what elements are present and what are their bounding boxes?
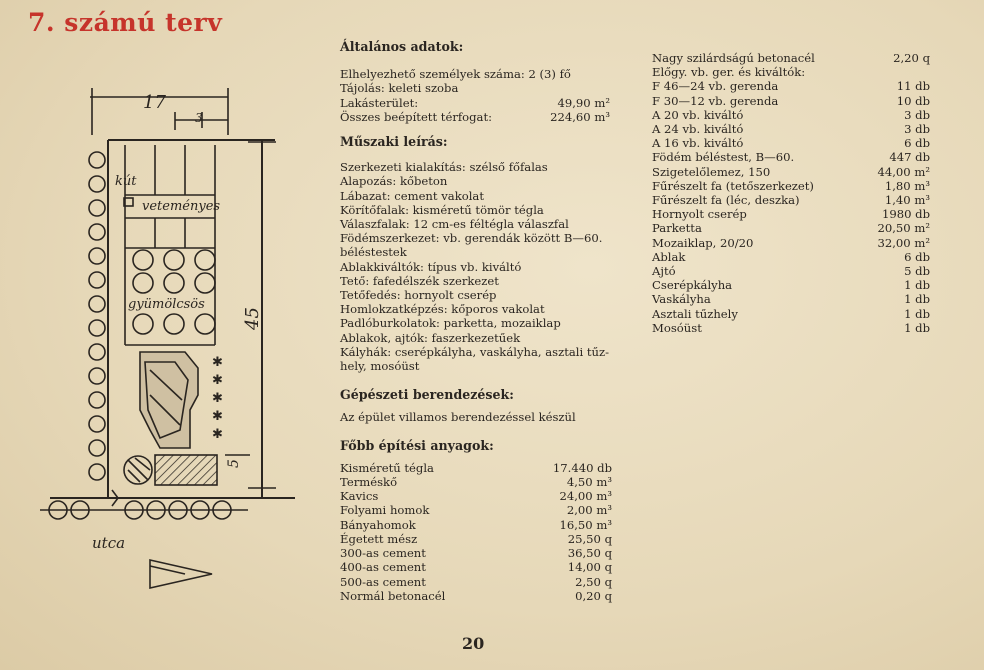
dim-side-label: 3 — [195, 111, 203, 125]
item-quantity: 224,60 m³ — [550, 109, 610, 124]
list-item — [652, 221, 930, 235]
item-quantity: 2,00 m³ — [566, 503, 612, 518]
item-name: Parketta — [652, 221, 702, 236]
item-quantity: 32,00 m² — [877, 235, 930, 250]
list-item — [340, 475, 612, 489]
item-name: Fűrészelt fa (tetőszerkezet) — [652, 178, 814, 193]
list-item — [652, 278, 930, 292]
list-item — [340, 461, 612, 475]
item-name: Lakásterület: — [340, 95, 419, 110]
item-name: Kavics — [340, 489, 379, 504]
list-item — [652, 307, 930, 321]
list-item — [340, 518, 612, 532]
list-item — [340, 67, 610, 81]
technical-description-list — [340, 160, 610, 373]
mechanical-text: Az épület villamos berendezéssel készül — [340, 410, 576, 425]
list-item — [652, 193, 930, 207]
item-name: 400-as cement — [340, 560, 426, 575]
item-quantity: 36,50 q — [567, 546, 612, 561]
street-label: utca — [92, 534, 126, 552]
list-item — [340, 81, 610, 95]
item-name: Cserépkályha — [652, 278, 733, 293]
list-item: Tető: fafedélszék szerkezet — [340, 273, 499, 288]
list-item — [652, 122, 930, 136]
technical-heading: Műszaki leírás: — [340, 134, 448, 150]
item-quantity: 16,50 m³ — [559, 517, 612, 532]
item-quantity: 14,00 q — [567, 560, 612, 575]
svg-text:✱: ✱ — [212, 409, 223, 424]
list-item — [652, 264, 930, 278]
vegetable-garden-label: veteményes — [142, 199, 221, 214]
item-quantity: 20,50 m² — [877, 221, 930, 236]
item-quantity: 1,80 m³ — [884, 178, 930, 193]
list-item — [340, 489, 612, 503]
list-item: Tetőfedés: hornyolt cserép — [340, 288, 497, 303]
street-tree-row — [40, 501, 248, 519]
item-quantity: 1 db — [904, 278, 930, 293]
site-plan-svg — [0, 0, 330, 670]
list-item — [340, 589, 612, 603]
svg-text:✱: ✱ — [212, 427, 223, 442]
item-quantity: 24,00 m³ — [559, 489, 612, 504]
list-item — [340, 96, 610, 110]
item-quantity: 11 db — [896, 79, 930, 94]
list-item — [652, 51, 930, 65]
svg-text:✱: ✱ — [212, 373, 223, 388]
list-item — [652, 79, 930, 93]
list-item — [652, 179, 930, 193]
item-quantity: 6 db — [904, 136, 930, 151]
item-quantity: 17.440 db — [552, 460, 612, 475]
page-number: 20 — [462, 634, 485, 653]
item-name: F 46—24 vb. gerenda — [652, 79, 779, 94]
list-item — [652, 321, 930, 335]
list-item — [652, 165, 930, 179]
list-item: Homlokzatképzés: kőporos vakolat — [340, 302, 545, 317]
item-quantity: 2,20 q — [893, 51, 930, 65]
dim-width-label: 17 — [143, 92, 166, 113]
item-quantity: 1,40 m³ — [884, 193, 930, 208]
orchard-label: gyümölcsös — [128, 297, 205, 312]
item-name: Összes beépített térfogat: — [340, 109, 493, 124]
item-name: Asztali tűzhely — [652, 306, 738, 321]
item-quantity: 447 db — [889, 150, 930, 165]
item-quantity: 0,20 q — [575, 588, 612, 603]
list-item: Ablakkiváltók: típus vb. kiváltó — [340, 259, 522, 274]
item-quantity: 10 db — [896, 93, 930, 108]
list-item — [340, 110, 610, 124]
item-name: Mosóüst — [652, 320, 702, 335]
item-name: Elhelyezhető személyek száma: 2 (3) fő — [340, 67, 571, 82]
list-item — [652, 292, 930, 306]
well-label: kút — [115, 174, 137, 189]
item-name: Bányahomok — [340, 517, 416, 532]
item-name: A 20 vb. kiváltó — [652, 107, 744, 122]
item-quantity: 25,50 q — [567, 531, 612, 546]
list-item: Szerkezeti kialakítás: szélső főfalas — [340, 160, 548, 175]
list-item: Födémszerkezet: vb. gerendák között B—60. — [340, 231, 603, 246]
list-item — [652, 207, 930, 221]
item-name: Hornyolt cserép — [652, 207, 747, 222]
item-quantity: 2,50 q — [575, 574, 612, 589]
item-quantity: 44,00 m² — [877, 164, 930, 179]
list-item — [652, 65, 930, 79]
svg-text:✱: ✱ — [212, 391, 223, 406]
item-name: Folyami homok — [340, 503, 430, 518]
item-name: Fűrészelt fa (léc, deszka) — [652, 193, 800, 208]
item-quantity: 3 db — [904, 122, 930, 137]
list-item: Ablakok, ajtók: faszerkezetűek — [340, 330, 521, 345]
materials-list — [340, 461, 610, 603]
item-quantity: 1 db — [904, 306, 930, 321]
item-quantity: 1980 db — [881, 207, 930, 222]
general-heading: Általános adatok: — [340, 39, 464, 54]
item-name: Ablak — [652, 249, 686, 264]
list-item — [340, 546, 612, 560]
item-name: Kisméretű tégla — [340, 460, 434, 475]
general-data-list — [340, 67, 610, 124]
dim-length-label: 45 — [242, 307, 263, 330]
item-name: A 16 vb. kiváltó — [652, 136, 744, 151]
dim-front-label: 5 — [226, 459, 242, 468]
list-item — [652, 150, 930, 164]
item-name: Normál betonacél — [340, 588, 446, 603]
item-quantity: 3 db — [904, 107, 930, 122]
page-title: 7. számú terv — [28, 8, 223, 37]
list-item — [652, 250, 930, 264]
item-name: F 30—12 vb. gerenda — [652, 93, 779, 108]
list-item: Alapozás: kőbeton — [340, 174, 448, 189]
item-name: Vaskályha — [652, 292, 711, 307]
item-name: Tájolás: keleti szoba — [340, 81, 459, 96]
list-item — [652, 108, 930, 122]
materials-heading: Főbb építési anyagok: — [340, 437, 494, 453]
list-item: Körítőfalak: kisméretű tömör tégla — [340, 202, 544, 217]
list-item — [652, 236, 930, 250]
item-quantity: 4,50 m³ — [566, 475, 612, 490]
list-item — [652, 136, 930, 150]
svg-text:✱: ✱ — [212, 355, 223, 370]
item-name: 300-as cement — [340, 546, 426, 561]
right-column — [652, 51, 930, 335]
list-item: béléstestek — [340, 245, 407, 260]
item-name: Nagy szilárdságú betonacél — [652, 51, 815, 65]
item-name: Előgy. vb. ger. és kiváltók: — [652, 65, 806, 80]
item-name: A 24 vb. kiváltó — [652, 122, 744, 137]
list-item — [340, 560, 612, 574]
item-name: Födém béléstest, B—60. — [652, 150, 795, 165]
list-item: Kályhák: cserépkályha, vaskályha, asztali tűz- — [340, 344, 610, 359]
item-name: Terméskő — [340, 475, 398, 490]
list-item — [340, 532, 612, 546]
materials-list-continued — [652, 51, 930, 335]
list-item — [652, 94, 930, 108]
site-plan — [0, 0, 330, 670]
item-name: 500-as cement — [340, 574, 426, 589]
list-item: Válaszfalak: 12 cm-es féltégla válaszfal — [340, 217, 569, 232]
item-quantity: 5 db — [904, 264, 930, 279]
item-name: Égetett mész — [340, 531, 418, 546]
list-item: Padlóburkolatok: parketta, mozaiklap — [340, 316, 561, 331]
mechanical-heading: Gépészeti berendezések: — [340, 387, 514, 403]
list-item: hely, mosóüst — [340, 359, 420, 374]
item-name: Szigetelőlemez, 150 — [652, 164, 771, 179]
item-quantity: 6 db — [904, 249, 930, 264]
item-name: Ajtó — [652, 264, 676, 279]
item-name: Mozaiklap, 20/20 — [652, 235, 754, 250]
middle-column — [340, 40, 610, 603]
list-item: Lábazat: cement vakolat — [340, 188, 484, 203]
list-item — [340, 503, 612, 517]
item-quantity: 49,90 m² — [557, 95, 610, 110]
list-item — [340, 575, 612, 589]
item-quantity: 1 db — [904, 320, 930, 335]
item-quantity: 1 db — [904, 292, 930, 307]
left-tree-row — [89, 152, 105, 480]
